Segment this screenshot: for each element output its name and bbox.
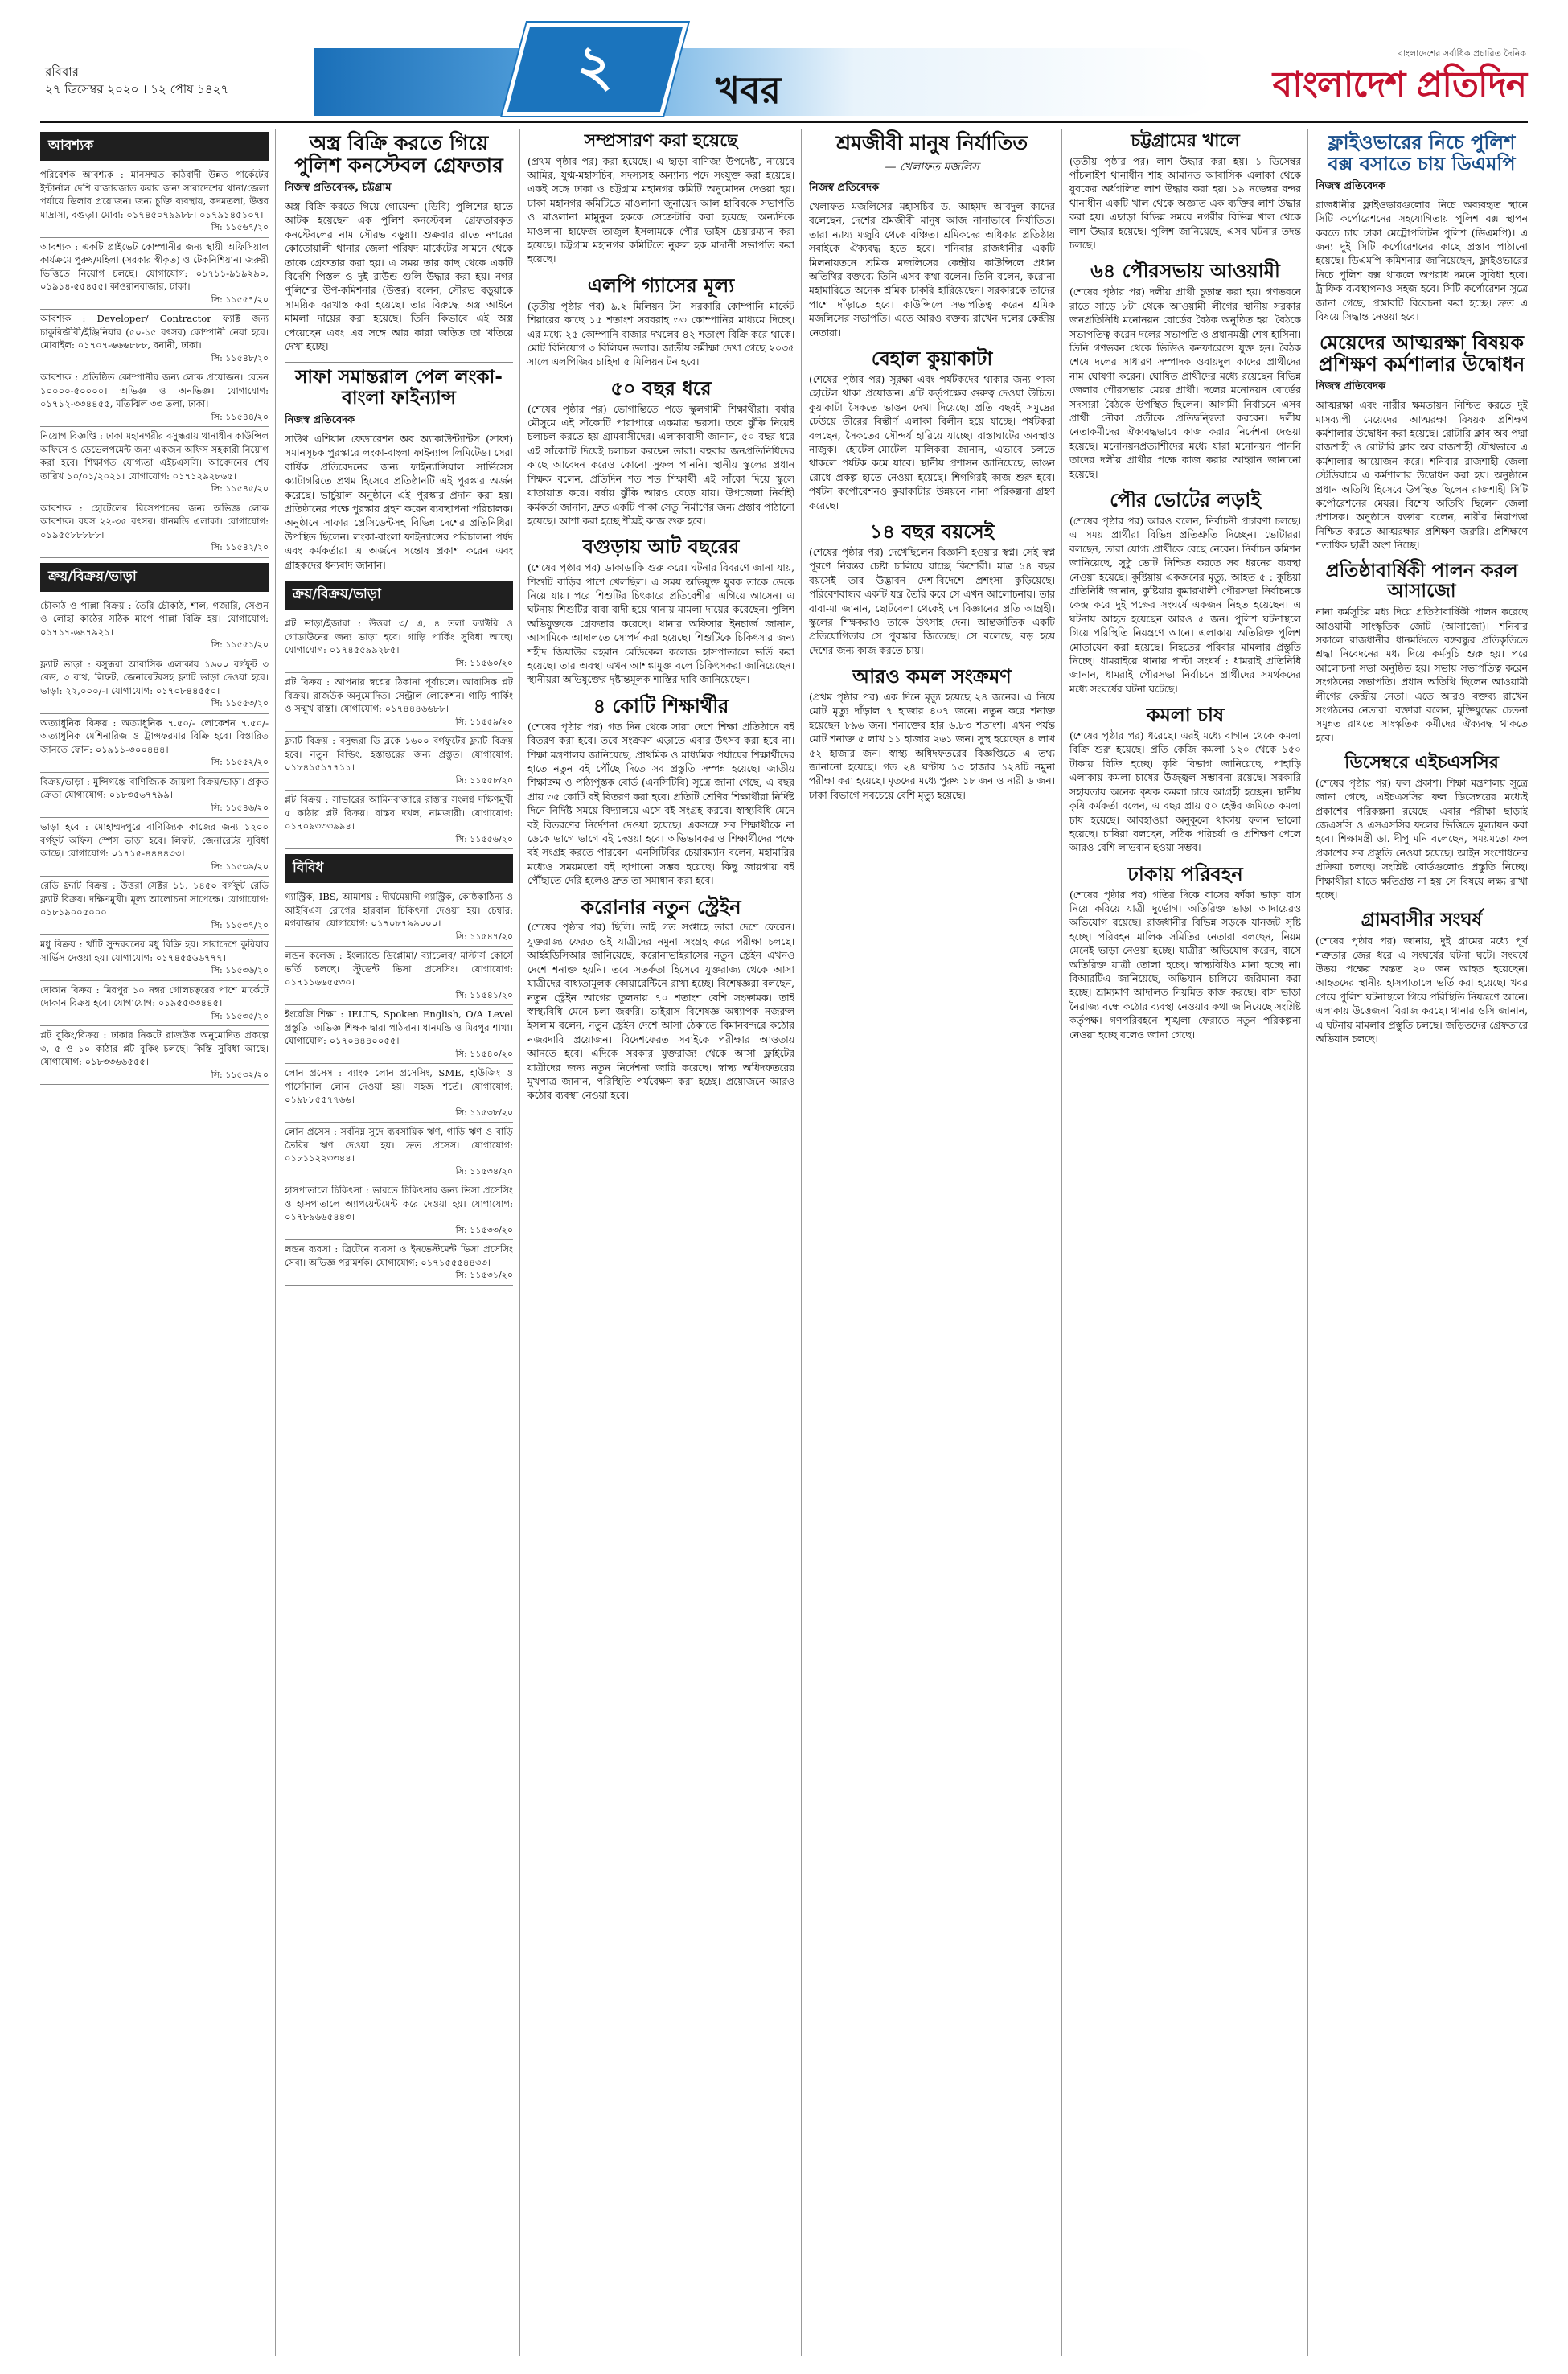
article-body: (শেষের পৃষ্ঠার পর) গত দিন থেকে সারা দেশে শিক্ষা প্রতিষ্ঠানে বই বিতরণ করা হবে। তবে সংক্রমণ এড়াতে এবার উৎসব করা হবে না। শিক্ষা মন্ত্রণালয় জানিয়েছে, প্রাথমিক ও মাধ্যমিক পর্যায়ের শিক্ষার্থীদের হাতে নতুন বই পৌঁছে দিতে সব প্রস্তুতি সম্পন্ন হয়েছে। জাতীয় শিক্ষাক্রম ও পাঠ্যপুস্তক বোর্ড (এনসিটিবি) সূত্রে জানা গেছে, এ বছর প্রায় ৩৫ কোটি বই বিতরণ করা হবে। প্রতিটি শ্রেণির শিক্ষার্থীরা নির্দিষ্ট দিনে নির্দিষ্ট সময়ে বিদ্যালয়ে এসে বই সংগ্রহ করবে। স্বাস্থ্যবিধি মেনে বই বিতরণের নির্দেশনা দেওয়া হয়েছে। একসঙ্গে সব শিক্ষার্থীকে না ডেকে ভাগে ভাগে বই দেওয়া হবে। অভিভাবকরাও শিক্ষার্থীদের পক্ষে বই সংগ্রহ করতে পারবেন। এনসিটিবির চেয়ারম্যান বলেন, মহামারির মধ্যেও সময়মতো বই ছাপানো সম্ভব হয়েছে। কিছু জায়গায় বই পৌঁছাতে দেরি হলেও দ্রুত তা সমাধান করা হবে। xyxy=(527,721,794,887)
classified-ad-code: সি: ১১৫৪৮/২০ xyxy=(211,352,269,363)
classified-ad xyxy=(285,947,513,1005)
classified-ad xyxy=(40,877,269,935)
classified-ad-text: আবশ্যক : Developer/ Contractor ফ্যাক্ট জন্য চাকুরিজীবী/ইঞ্জিনিয়ার (৫০-১৫ বৎসর) কোম্পানী নেয়া হবে। মোবাইল: ০১৭০৭-৬৬৬৮৮৮, বনানী, ঢাকা। xyxy=(40,313,269,351)
classified-ad-text: প্লট বিক্রয় : সাভারের আমিনবাজারে রাস্তার সংলগ্ন দক্ষিণমুখী ৫ কাঠার প্লট বিক্রয়। বাস্তব দখল, নামজারী। যোগাযোগ: ০১৭০৯৩৩৩৯৯৪। xyxy=(285,794,513,832)
article xyxy=(1316,910,1528,1046)
article-body: (প্রথম পৃষ্ঠার পর) এক দিনে মৃত্যু হয়েছে ২৪ জনের। এ নিয়ে মোট মৃত্যু দাঁড়াল ৭ হাজার ৪০৭ জনে। নতুন করে শনাক্ত হয়েছেন ৮৯৬ জন। শনাক্তের হার ৬.৮৩ শতাংশ। এখন পর্যন্ত মোট শনাক্ত ৫ লাখ ১১ হাজার ২৬১ জন। সুস্থ হয়েছেন ৪ লাখ ৫২ হাজার জন। স্বাস্থ্য অধিদফতরের বিজ্ঞপ্তিতে এ তথ্য জানানো হয়েছে। গত ২৪ ঘণ্টায় ১৩ হাজার ১২৪টি নমুনা পরীক্ষা করা হয়েছে। মৃতদের মধ্যে পুরুষ ১৮ জন ও নারী ৬ জন। ঢাকা বিভাগে সবচেয়ে বেশি মৃত্যু হয়েছে। xyxy=(809,692,1055,801)
article xyxy=(1316,332,1528,552)
article-headline: বেহাল কুয়াকাটা xyxy=(871,347,993,371)
article-headline: ৬৪ পৌরসভায় আওয়ামী xyxy=(1090,260,1280,283)
article-body: (শেষের পৃষ্ঠার পর) ছিলি। তাই গত সপ্তাহে তারা দেশে ফেরেন। যুক্তরাজ্য ফেরত ওই যাত্রীদের নমুনা সংগ্রহ করে পরীক্ষা চলছে। আইইডিসিআর জানিয়েছে, করোনাভাইরাসের নতুন স্ট্রেইন এখনও দেশে শনাক্ত হয়নি। তবে সতর্কতা হিসেবে যুক্তরাজ্য থেকে আসা যাত্রীদের বাধ্যতামূলক কোয়ারেন্টিনে রাখা হচ্ছে। বিশেষজ্ঞরা বলছেন, নতুন স্ট্রেইন আগের তুলনায় ৭০ শতাংশ বেশি সংক্রামক। তাই স্বাস্থ্যবিধি মেনে চলা জরুরি। ভাইরাস বিশেষজ্ঞ অধ্যাপক নজরুল ইসলাম বলেন, নতুন স্ট্রেইন দেশে আসা ঠেকাতে বিমানবন্দরে কঠোর নজরদারি প্রয়োজন। বিদেশফেরত সবাইকে পরীক্ষার আওতায় আনতে হবে। এদিকে সরকার যুক্তরাজ্য থেকে আসা ফ্লাইটের যাত্রীদের জন্য নতুন নির্দেশনা জারি করেছে। স্বাস্থ্য অধিদফতরের মুখপাত্র জানান, পরিস্থিতি পর্যবেক্ষণ করা হচ্ছে। প্রয়োজনে আরও কঠোর ব্যবস্থা নেওয়া হবে। xyxy=(527,922,794,1102)
classified-ad-text: আবশ্যক : প্রতিষ্ঠিত কোম্পানীর জন্য লোক প্রয়োজন। বেতন ১০০০০-৫০০০০। অভিজ্ঞ ও অনভিজ্ঞ। যোগাযোগ: ০১৭১২-৩৩৪৪৫৫, মতিঝিল ৩৩ তলা, ঢাকা। xyxy=(40,372,269,409)
divider xyxy=(285,362,513,363)
classified-heading: ক্রয়/বিক্রয়/ভাড়া xyxy=(40,563,269,592)
article-headline: বগুড়ায় আট বছরের xyxy=(582,536,740,559)
article xyxy=(1069,490,1301,696)
classified-ad xyxy=(285,1064,513,1123)
issue-date-text: ২৭ ডিসেম্বর ২০২০ । ১২ পৌষ ১৪২৭ xyxy=(45,82,229,97)
article xyxy=(527,275,794,370)
classified-ad-code: সি: ১১৫৬০/২০ xyxy=(455,657,513,668)
classified-ad-text: লন্ডন ব্যবসা : ব্রিটেনে ব্যবসা ও ইনভেস্টমেন্ট ভিসা প্রসেসিং সেবা। অভিজ্ঞ পরামর্শক। যোগাযোগ: ০১৭১৫৫৫৪৪৩৩। xyxy=(285,1243,513,1268)
classified-ad xyxy=(40,597,269,655)
classified-ad-code: সি: ১১৫৪০/২০ xyxy=(455,1048,513,1059)
classified-ad-text: প্লট বুকিং/বিক্রয় : ঢাকার নিকটে রাজউক অনুমোদিত প্রকল্পে ৩, ৫ ও ১০ কাঠার প্লট বুকিং চলছে। কিস্তি সুবিধা আছে। যোগাযোগ: ০১৮৩৩৬৬৫৫৫। xyxy=(40,1029,269,1067)
article-headline: ফ্লাইওভারের নিচে পুলিশ বক্স বসাতে চায় ডিএমপি xyxy=(1328,131,1516,175)
news-column-2 xyxy=(285,127,513,2355)
classified-ad-code: সি: ১১৫৩৩/২০ xyxy=(455,1224,513,1235)
classified-ad xyxy=(285,1123,513,1181)
article-headline: আরও কমল সংক্রমণ xyxy=(852,665,1012,688)
article-body: সাউথ এশিয়ান ফেডারেশন অব অ্যাকাউন্ট্যান্টস (সাফা) সমানসূচক পুরস্কারে লংকা-বাংলা ফাইন্যান্স লিমিটেড। সেরা বার্ষিক প্রতিবেদনের জন্য ফাইন্যান্সিয়াল সার্ভিসেস ক্যাটাগরিতে প্রথম হিসেবে প্রতিষ্ঠানটি এই পুরস্কার অর্জন করেছে। ভার্চুয়াল অনুষ্ঠানে এই পুরস্কার প্রদান করা হয়। প্রতিষ্ঠানের পক্ষে পুরস্কার গ্রহণ করেন ব্যবস্থাপনা পরিচালক। অনুষ্ঠানে সাফার প্রেসিডেন্টসহ বিভিন্ন দেশের প্রতিনিধিরা উপস্থিত ছিলেন। লংকা-বাংলা ফাইন্যান্সের পরিচালনা পর্ষদ এবং কর্মকর্তারা এ অর্জনে সন্তোষ প্রকাশ করেন এবং গ্রাহকদের ধন্যবাদ জানান। xyxy=(285,433,513,571)
classified-ad-text: নিয়োগ বিজ্ঞপ্তি : ঢাকা মহানগরীর বসুন্ধরায় থানাধীন কাউন্সিল অফিসে ও ডেভেলপমেন্ট জন্য একজন অফিস সহকারী নিয়োগ করা হবে। শিক্ষাগত যোগ্যতা এইচএসসি। আবেদনের শেষ তারিখ ১০/০১/২০২১। যোগাযোগ: ০১৭১২৯২৮৬৫। xyxy=(40,430,269,482)
classified-ad-text: প্লট ভাড়া/ইজারা : উত্তরা ৩/ এ, ৪ তলা ফ্যাক্টরি ও গোডাউনের জন্য ভাড়া হবে। গাড়ি পার্কিং সুবিধা আছে। যোগাযোগ: ০১৭৪৫৫৯৯২৮৫। xyxy=(285,618,513,656)
article xyxy=(1069,261,1301,482)
article-body: (শেষের পৃষ্ঠার পর) গতির দিকে বাসের ফাঁকা ভাড়া বাস নিয়ে করিয়ে যাত্রী দুর্ভোগ। অতিরিক্ত ভাড়া আদায়েরও অভিযোগ রয়েছে। রাজধানীর বিভিন্ন সড়কে যানজট সৃষ্টি হচ্ছে। পরিবহন মালিক সমিতির নেতারা বলছেন, নিয়ম মেনেই ভাড়া নেওয়া হচ্ছে। যাত্রীরা অভিযোগ করেন, বাসে অতিরিক্ত যাত্রী তোলা হচ্ছে। স্বাস্থ্যবিধিও মানা হচ্ছে না। বিআরটিএ জানিয়েছে, অভিযান চালিয়ে জরিমানা করা হচ্ছে। ভ্রাম্যমাণ আদালত নিয়মিত কাজ করছে। বাস ভাড়া নৈরাজ্য বন্ধে কঠোর ব্যবস্থা নেওয়ার কথা জানিয়েছে সংশ্লিষ্ট কর্তৃপক্ষ। গণপরিবহনে শৃঙ্খলা ফেরাতে নতুন পরিকল্পনা নেওয়া হচ্ছে বলেও জানা গেছে। xyxy=(1069,889,1301,1041)
article-body: (শেষের পৃষ্ঠার পর) ভোগান্তিতে পড়ে স্কুলগামী শিক্ষার্থীরা। বর্ষার মৌসুমে এই সাঁকোটি পারাপারে একমাত্র ভরসা। তবে ঝুঁকি নিয়েই চলাচল করতে হয় গ্রামবাসীদের। এলাকাবাসী জানান, ৫০ বছর ধরে এই সাঁকোটি দিয়েই চলাচল করছেন তারা। বহুবার জনপ্রতিনিধিদের কাছে আবেদন করেও কোনো সুফল পাননি। স্থানীয় স্কুলের প্রধান শিক্ষক বলেন, প্রতিদিন শত শত শিক্ষার্থী এই সাঁকো দিয়ে স্কুলে যাতায়াত করে। বর্ষায় ঝুঁকি আরও বেড়ে যায়। উপজেলা নির্বাহী কর্মকর্তা জানান, দ্রুত একটি পাকা সেতু নির্মাণের জন্য প্রস্তাব পাঠানো হয়েছে। আশা করা হচ্ছে শীঘ্রই কাজ শুরু হবে। xyxy=(527,403,794,527)
classified-ad-text: লোন প্রসেস : ব্যাংক লোন প্রসেসিং, SME, হাউজিং ও পার্সোনাল লোন দেওয়া হয়। সহজ শর্তে। যোগাযোগ: ০১৯৮৮৫৫৭৭৬৬। xyxy=(285,1067,513,1106)
article xyxy=(1316,754,1528,902)
article-headline: ডিসেম্বরে এইচএসসির xyxy=(1344,753,1499,774)
article-body: (শেষের পৃষ্ঠার পর) ফল প্রকাশ। শিক্ষা মন্ত্রণালয় সূত্রে জানা গেছে, এইচএসসির ফল ডিসেম্বরের মধ্যেই প্রকাশের পরিকল্পনা রয়েছে। এবার পরীক্ষা ছাড়াই জেএসসি ও এসএসসির ফলের ভিত্তিতে মূল্যায়ন করা হবে। শিক্ষামন্ত্রী ডা. দীপু মনি বলেছেন, সময়মতো ফল প্রকাশের সব প্রস্তুতি নেওয়া হয়েছে। আইন সংশোধনের প্রক্রিয়া চলছে। সংশ্লিষ্ট বোর্ডগুলোও প্রস্তুতি নিচ্ছে। শিক্ষার্থীরা যাতে ক্ষতিগ্রস্ত না হয় সে বিষয়ে লক্ষ্য রাখা হচ্ছে। xyxy=(1316,777,1528,902)
classified-column xyxy=(40,127,269,2355)
classified-ad xyxy=(40,368,269,427)
news-column-6 xyxy=(1316,127,1528,2355)
news-column-5 xyxy=(1069,127,1301,2355)
article-headline: শ্রমজীবী মানুষ নির্যাতিত xyxy=(835,131,1028,154)
classified-ad-text: রেডি ফ্ল্যাট বিক্রয় : উত্তরা সেক্টর ১১, ১৪৫০ বর্গফুট রেডি ফ্ল্যাট বিক্রয়। দক্ষিণমুখী। মূল্য আলোচনা সাপেক্ষে। যোগাযোগ: ০১৮১৯০০৫০০০। xyxy=(40,880,269,918)
article-headline: পৌর ভোটের লড়াই xyxy=(1110,489,1261,512)
article-headline: অস্ত্র বিক্রি করতে গিয়ে পুলিশ কনস্টেবল গ্রেফতার xyxy=(294,131,503,177)
article-headline: এলপি গ্যাসের মূল্য xyxy=(587,273,735,297)
classified-ad-text: ভাড়া হবে : মোহাম্মদপুরে বাণিজ্যিক কাজের জন্য ১২০০ বর্গফুট অফিস স্পেস ভাড়া হবে। লিফট, জেনারেটর সুবিধা আছে। যোগাযোগ: ০১৭১৫-৪৪৪৪৩৩। xyxy=(40,821,269,859)
article-headline: প্রতিষ্ঠাবার্ষিকী পালন করল আসাজো xyxy=(1325,560,1518,602)
classified-ad-code: সি: ১১৫৪৪/২০ xyxy=(211,411,269,422)
column-divider xyxy=(519,129,520,2356)
article-headline: করোনার নতুন স্ট্রেইন xyxy=(581,895,741,918)
article-body: (শেষের পৃষ্ঠার পর) আরও বলেন, নির্বাচনী প্রচারণা চলছে। এ সময় প্রার্থীরা বিভিন্ন প্রতিশ্রুতি দিচ্ছেন। ভোটাররা বলছেন, তারা যোগ্য প্রার্থীকে বেছে নেবেন। নির্বাচন কমিশন জানিয়েছে, সুষ্ঠু ভোট নিশ্চিত করতে সব ধরনের ব্যবস্থা নেওয়া হয়েছে। কুষ্টিয়ায় একজনের মৃত্যু, আহত ৫ : কুষ্টিয়া প্রতিনিধি জানান, কুষ্টিয়ার কুমারখালী পৌরসভা নির্বাচনকে কেন্দ্র করে দুই পক্ষের সংঘর্ষে একজন নিহত হয়েছেন। এ ঘটনায় আহত হয়েছেন আরও ৫ জন। পুলিশ ঘটনাস্থলে গিয়ে পরিস্থিতি নিয়ন্ত্রণে আনে। এলাকায় অতিরিক্ত পুলিশ মোতায়েন করা হয়েছে। নিহতের পরিবার মামলার প্রস্তুতি নিচ্ছে। ধামরাইয়ে থানায় পাল্টা সংঘর্ষ : ধামরাই প্রতিনিধি জানান, ধামরাই পৌরসভা নির্বাচনে প্রার্থীদের সমর্থকদের মধ্যে সংঘর্ষের ঘটনা ঘটেছে। xyxy=(1069,515,1301,695)
article-headline: কমলা চাষ xyxy=(1146,704,1225,727)
article xyxy=(1069,132,1301,253)
article-body: খেলাফত মজলিসের মহাসচিব ড. আহমদ আবদুল কাদের বলেছেন, দেশের শ্রমজীবী মানুষ আজ নানাভাবে নির্যাতিত। তারা ন্যায্য মজুরি থেকে বঞ্চিত। শ্রমিকদের অধিকার প্রতিষ্ঠায় সবাইকে ঐক্যবদ্ধ হতে হবে। শনিবার রাজধানীর একটি মিলনায়তনে শ্রমিক মজলিসের কেন্দ্রীয় কাউন্সিলে প্রধান অতিথির বক্তব্যে তিনি এসব কথা বলেন। তিনি বলেন, করোনা মহামারিতে অনেক শ্রমিক চাকরি হারিয়েছেন। সরকারকে তাদের পাশে দাঁড়াতে হবে। কাউন্সিলে সভাপতিত্ব করেন শ্রমিক মজলিসের সভাপতি। এতে আরও বক্তব্য রাখেন দলের কেন্দ্রীয় নেতারা। xyxy=(809,201,1055,339)
column-divider xyxy=(1307,129,1308,2356)
article xyxy=(527,897,794,1103)
classified-ad-code: সি: ১১৫৫৬/২০ xyxy=(455,833,513,844)
classified-ad xyxy=(40,773,269,819)
classified-ad-text: প্লট বিক্রয় : আপনার স্বপ্নের ঠিকানা পূর্বাচলে। আবাসিক প্লট বিক্রয়। রাজউক অনুমোদিত। সেন্ট্রাল লোকেশন। গাড়ি পার্কিং ও সম্মুখ রাস্তা। যোগাযোগ: ০১৭৪৪৪৬৬৮৮। xyxy=(285,676,513,715)
classified-ad xyxy=(40,1026,269,1085)
classified-ad-text: ফ্ল্যাট ভাড়া : বসুন্ধরা আবাসিক এলাকায় ১৬০০ বর্গফুট ৩ বেড, ৩ বাথ, লিফট, জেনারেটরসহ ফ্ল্যাট ভাড়া দেওয়া হবে। ভাড়া: ২২,০০০/-। যোগাযোগ: ০১৭০৮৪৪৫৫০। xyxy=(40,658,269,696)
classified-ad xyxy=(285,888,513,947)
article xyxy=(1069,704,1301,856)
article-body: (শেষের পৃষ্ঠার পর) জানায়, দুই গ্রামের মধ্যে পূর্ব শত্রুতার জের ধরে এ সংঘর্ষের ঘটনা ঘটে। সংঘর্ষে উভয় পক্ষের অন্তত ২০ জন আহত হয়েছেন। আহতদের স্থানীয় হাসপাতালে ভর্তি করা হয়েছে। খবর পেয়ে পুলিশ ঘটনাস্থলে গিয়ে পরিস্থিতি নিয়ন্ত্রণে আনে। এলাকায় উত্তেজনা বিরাজ করছে। থানার ওসি জানান, এ ঘটনায় মামলার প্রস্তুতি চলছে। জড়িতদের গ্রেফতারে অভিযান চলছে। xyxy=(1316,935,1528,1045)
article xyxy=(809,666,1055,803)
classified-ad xyxy=(285,1181,513,1240)
article-headline: গ্রামবাসীর সংঘর্ষ xyxy=(1361,910,1483,931)
article-headline: চট্টগ্রামের খালে xyxy=(1131,131,1240,151)
logo-tagline: বাংলাদেশের সর্বাধিক প্রচারিত দৈনিক xyxy=(1398,48,1526,59)
article-body: আত্মরক্ষা এবং নারীর ক্ষমতায়ন নিশ্চিত করতে দুই মাসব্যাপী মেয়েদের আত্মরক্ষা বিষয়ক প্রশিক্ষণ কর্মশালার উদ্বোধন করা হয়েছে। রোটারি ক্লাব অব পদ্মা রাজশাহী ও রোটারি ক্লাব অব রাজশাহী যৌথভাবে এ কর্মশালার আয়োজন করে। শনিবার রাজশাহী জেলা স্টেডিয়ামে এ কর্মশালার উদ্বোধন করা হয়। অনুষ্ঠানে প্রধান অতিথি হিসেবে উপস্থিত ছিলেন রাজশাহী সিটি কর্পোরেশনের মেয়র। বিশেষ অতিথি ছিলেন জেলা প্রশাসক। অনুষ্ঠানে বক্তারা বলেন, নারীর নিরাপত্তা নিশ্চিত করতে আত্মরক্ষার প্রশিক্ষণ জরুরি। প্রশিক্ষণে শতাধিক ছাত্রী অংশ নিচ্ছে। xyxy=(1316,400,1528,552)
article-body: (শেষের পৃষ্ঠার পর) সুরক্ষা এবং পর্যটকদের থাকার জন্য পাকা হোটেল থাকা প্রয়োজন। এটি কর্তৃপক্ষের গুরুত্ব দেওয়া উচিত। কুয়াকাটা সৈকতে ভাঙন দেখা দিয়েছে। প্রতি বছরই সমুদ্রের ঢেউয়ে তীরের বিস্তীর্ণ এলাকা বিলীন হয়ে যাচ্ছে। পর্যটকরা বলছেন, সৈকতের সৌন্দর্য হারিয়ে যাচ্ছে। রাস্তাঘাটের অবস্থাও নাজুক। হোটেল-মোটেল মালিকরা জানান, এভাবে চলতে থাকলে পর্যটক কমে যাবে। স্থানীয় প্রশাসন জানিয়েছে, ভাঙন রোধে প্রকল্প হাতে নেওয়া হয়েছে। শিগগিরই কাজ শুরু হবে। পর্যটন কর্পোরেশনও কুয়াকাটার উন্নয়নে নানা পরিকল্পনা গ্রহণ করেছে। xyxy=(809,373,1055,511)
classified-ad-text: আবশ্যক : একটি প্রাইভেট কোম্পানীর জন্য স্থায়ী অফিসিয়াল কার্যক্রমে পুরুষ/মহিলা (সরকার স্বীকৃত) ও টেকনিশিয়ান। জরুরী ভিত্তিতে নিয়োগ চলছে। যোগাযোগ: ০১৭১১-৯১৯২৯০, ০১৯১৪-৫৫৪৫৫। কাওরানবাজার, ঢাকা। xyxy=(40,240,269,292)
classified-ad-code: সি: ১১৫৩৯/২০ xyxy=(211,860,269,872)
classified-ad-code: সি: ১১৫৪১/২০ xyxy=(455,989,513,1000)
news-column-4 xyxy=(809,127,1055,2355)
column-divider xyxy=(1061,129,1062,2356)
article xyxy=(809,348,1055,513)
classified-ad-text: আবশ্যক : হোটেলের রিসেপশনের জন্য অভিজ্ঞ লোক আবশ্যক। বয়স ২২-৩৫ বৎসর। ধানমন্ডি এলাকা। যোগাযোগ: ০১৯৫৫৮৮৮৮৮। xyxy=(40,502,269,540)
classified-ad-code: সি: ১১৫৩১/২০ xyxy=(455,1270,513,1281)
issue-date xyxy=(45,63,228,98)
article-byline: নিজস্ব প্রতিবেদক xyxy=(809,182,880,194)
classified-ad-text: মধু বিক্রয় : খাঁটি সুন্দরবনের মধু বিক্রি হয়। সারাদেশে কুরিয়ার সার্ভিস দেওয়া হয়। যোগাযোগ: ০১৭৪৫৫৬৬৭৭৭। xyxy=(40,939,269,963)
classified-ad xyxy=(40,818,269,877)
article-headline: ৫০ বছর ধরে xyxy=(610,376,712,400)
article-subline: — খেলাফত মজলিস xyxy=(885,161,979,174)
masthead xyxy=(0,0,1568,121)
article xyxy=(527,536,794,688)
classified-ad xyxy=(285,732,513,791)
classified-ad xyxy=(40,427,269,499)
classified-list xyxy=(40,597,269,1086)
classified-ad xyxy=(285,791,513,849)
newspaper-logo xyxy=(1237,47,1526,114)
classified-ad-code: সি: ১১৫৩৬/২০ xyxy=(211,965,269,975)
classified-ad-code: সি: ১১৫৩২/২০ xyxy=(211,1069,269,1080)
article xyxy=(809,132,1055,340)
article-byline: নিজস্ব প্রতিবেদক xyxy=(285,413,355,426)
article-body: রাজধানীর ফ্লাইওভারগুলোর নিচে অব্যবহৃত স্থানে সিটি কর্পোরেশনের সহযোগিতায় পুলিশ বক্স স্থাপন করতে চায় ঢাকা মেট্রোপলিটন পুলিশ (ডিএমপি)। এ জন্য দুই সিটি কর্পোরেশনের কাছে প্রস্তাব পাঠানো হয়েছে। ডিএমপি কমিশনার জানিয়েছেন, ফ্লাইওভারের নিচে পুলিশ বক্স থাকলে অপরাধ দমনে সুবিধা হবে। ট্রাফিক ব্যবস্থাপনাও সহজ হবে। সিটি কর্পোরেশন সূত্রে জানা গেছে, প্রস্তাবটি বিবেচনা করা হচ্ছে। দ্রুত এ বিষয়ে সিদ্ধান্ত নেওয়া হবে। xyxy=(1316,199,1528,322)
article-byline: নিজস্ব প্রতিবেদক, চট্টগ্রাম xyxy=(285,182,392,194)
classified-heading: বিবিধ xyxy=(285,854,513,883)
classified-ad-code: সি: ১১৫৪৫/২০ xyxy=(211,483,269,494)
article xyxy=(1316,561,1528,746)
logo-name: বাংলাদেশ প্রতিদিন xyxy=(1272,64,1526,105)
classified-ad xyxy=(40,655,269,714)
classified-ad xyxy=(40,981,269,1027)
column-divider xyxy=(801,129,802,2356)
classified-ad-code: সি: ১১৫৩৪/২০ xyxy=(455,1165,513,1177)
article-body: (শেষের পৃষ্ঠার পর) ডাকাডাকি শুরু করে। ঘটনার বিবরণে জানা যায়, শিশুটি বাড়ির পাশে খেলছিল। এ সময় অভিযুক্ত যুবক তাকে ডেকে নিয়ে যায়। পরে শিশুটির চিৎকারে প্রতিবেশীরা এগিয়ে আসেন। এ ঘটনায় শিশুটির বাবা বাদী হয়ে থানায় মামলা দায়ের করেছেন। পুলিশ অভিযুক্তকে গ্রেফতার করেছে। থানার অফিসার ইনচার্জ জানান, আসামিকে আদালতে সোপর্দ করা হয়েছে। শিশুটিকে চিকিৎসার জন্য শহীদ জিয়াউর রহমান মেডিকেল কলেজ হাসপাতালে ভর্তি করা হয়েছে। তার অবস্থা এখন আশঙ্কামুক্ত বলে চিকিৎসকরা জানিয়েছেন। স্থানীয়রা অভিযুক্তের দৃষ্টান্তমূলক শাস্তির দাবি জানিয়েছেন। xyxy=(527,562,794,686)
article xyxy=(1316,132,1528,324)
classified-ad xyxy=(40,714,269,773)
classified-ad xyxy=(40,166,269,238)
article xyxy=(285,368,513,573)
article-headline: ঢাকায় পরিবহন xyxy=(1127,862,1243,885)
article-headline: সাফা সমান্তরাল পেল লংকা-বাংলা ফাইন্যান্স xyxy=(295,367,503,409)
article-body: অস্ত্র বিক্রি করতে গিয়ে গোয়েন্দা (ডিবি) পুলিশের হাতে আটক হয়েছেন এক পুলিশ কনস্টেবল। গ্রেফতারকৃত কনস্টেবলের নাম সৌরভ বড়ুয়া। শুক্রবার রাতে নগরের কোতোয়ালী থানার জেলা পরিষদ মার্কেটের সামনে থেকে তাকে গ্রেফতার করা হয়। এ সময় তার কাছ থেকে একটি বিদেশি পিস্তল ও দুই রাউন্ড গুলি উদ্ধার করা হয়। নগর পুলিশের উপ-কমিশনার (উত্তর) বলেন, সৌরভ বড়ুয়াকে সাময়িক বরখাস্ত করা হয়েছে। তার বিরুদ্ধে অস্ত্র আইনে মামলা দায়ের করা হয়েছে। তিনি কিভাবে এই অস্ত্র পেয়েছেন এবং এর সঙ্গে আর কারা জড়িত তা খতিয়ে দেখা হচ্ছে। xyxy=(285,201,513,353)
classified-ad-text: পরিবেশক আবশ্যক : মানসম্মত কাঠবাদী উন্নত পার্কেটের ইন্টার্নাল দেশি রাজারজাত করার জন্য সারাদেশের থানা/জেলা পর্যায়ে ডিলার প্রয়োজন। জন্য চুক্তি ব্যবস্থায়, কদমতলা, উত্তর মাদ্রাসা, বগুড়া। মোবা: ০১৭৪৫০৭৯৯৮৮। ০১৭৯১৪৫১০৭। xyxy=(40,169,269,220)
article-body: (শেষের পৃষ্ঠার পর) দলীয় প্রার্থী চূড়ান্ত করা হয়। গণভবনে রাতে সাড়ে ৮টা থেকে আওয়ামী লীগের স্থানীয় সরকার জনপ্রতিনিধি মনোনয়ন বোর্ডের বৈঠক অনুষ্ঠিত হয়। বৈঠকে সভাপতিত্ব করেন দলের সভাপতি ও প্রধানমন্ত্রী শেখ হাসিনা। তিনি গণভবন থেকে ভিডিও কনফারেন্সে যুক্ত হন। বৈঠক শেষে দলের সাধারণ সম্পাদক ওবায়দুল কাদের প্রার্থীদের নাম ঘোষণা করেন। ঘোষিত প্রার্থীদের মধ্যে রয়েছেন বিভিন্ন জেলার পৌরসভার মেয়র প্রার্থী। দলের মনোনয়ন বোর্ডের সদস্যরা বৈঠকে উপস্থিত ছিলেন। আগামী নির্বাচনে এসব প্রার্থী নৌকা প্রতীকে প্রতিদ্বন্দ্বিতা করবেন। দলীয় নেতাকর্মীদের ঐক্যবদ্ধভাবে কাজ করার নির্দেশনা দেওয়া হয়েছে। মনোনয়নপ্রত্যাশীদের মধ্যে যারা মনোনয়ন পাননি তাদের দলীয় প্রার্থীর পক্ষে কাজ করার আহ্বান জানানো হয়েছে। xyxy=(1069,286,1301,480)
page-number: ২ xyxy=(577,32,614,99)
article xyxy=(527,132,794,267)
classified-heading: আবশ্যক xyxy=(40,132,269,161)
classified-ad-text: ইংরেজি শিক্ষা : IELTS, Spoken English, O/A Level প্রস্তুতি। অভিজ্ঞ শিক্ষক দ্বারা পাঠদান। ধানমন্ডি ও মিরপুর শাখা। যোগাযোগ: ০১৭০৪৪৪০০৫৫। xyxy=(285,1008,513,1047)
classified-ad-code: সি: ১১৫৫১/২০ xyxy=(211,639,269,650)
classified-ad-code: সি: ১১৫৫৭/২০ xyxy=(211,294,269,305)
page-number-badge xyxy=(502,23,688,116)
classified-ad xyxy=(40,935,269,981)
classified-ad-text: দোকান বিক্রয় : মিরপুর ১০ নম্বর গোলচত্বরের পাশে মার্কেটে দোকান বিক্রয় হবে। যোগাযোগ: ০১৯৫৫৩৩৪৪৫। xyxy=(40,984,269,1008)
classified-ad-code: সি: ১১৫৪৬/২০ xyxy=(211,802,269,813)
news-column-3 xyxy=(527,127,794,2355)
classified-ad-text: চৌকাঠ ও পাল্লা বিক্রয় : তৈরি চৌকাঠ, শাল, গজারি, সেগুন ও লোহা কাঠের সঠিক মাপে পাল্লা বিক্রি হয়। যোগাযোগ: ০১৭১৭-৬৪৭৯২১। xyxy=(40,599,269,638)
classified-ad xyxy=(40,310,269,368)
masthead-rule xyxy=(40,121,1528,123)
classified-ad xyxy=(285,614,513,673)
article-byline: নিজস্ব প্রতিবেদক xyxy=(1316,380,1386,393)
article-body: (শেষের পৃষ্ঠার পর) ধরেছে। এরই মধ্যে বাগান থেকে কমলা বিক্রি শুরু হয়েছে। প্রতি কেজি কমলা ১২০ থেকে ১৫০ টাকায় বিক্রি হচ্ছে। কৃষি বিভাগ জানিয়েছে, পাহাড়ি এলাকায় কমলা চাষের উজ্জ্বল সম্ভাবনা রয়েছে। সরকারি সহায়তায় অনেক কৃষক কমলা চাষে আগ্রহী হচ্ছেন। স্থানীয় কৃষি কর্মকর্তা বলেন, এ বছর প্রায় ৫০ হেক্টর জমিতে কমলা চাষ হয়েছে। আবহাওয়া অনুকূলে থাকায় ফলন ভালো হয়েছে। চাষিরা বলছেন, সঠিক পরিচর্যা ও প্রশিক্ষণ পেলে আরও বেশি লাভবান হওয়া সম্ভব। xyxy=(1069,730,1301,854)
article-body: (তৃতীয় পৃষ্ঠার পর) ৯.২ মিলিয়ন টন। সরকারি কোম্পানি মার্কেট শিয়ারের কাছে ১৫ শতাংশ সরবরাহ ৩৩ কোম্পানির মাধ্যমে দিচ্ছে। এর মধ্যে ২৫ কোম্পানি বাজার দখলের ৪২ শতাংশ বিক্রি করে থাকে। মোট বিনিয়োগ ৩ বিলিয়ন ডলার। জাতীয় সমীক্ষা দেখা গেছে ২০৩৫ সালে এলপিজির চাহিদা ৫ মিলিয়ন টন হবে। xyxy=(527,300,794,368)
classified-ad-code: সি: ১১৫৩৭/২০ xyxy=(211,919,269,930)
article-headline: ১৪ বছর বয়সেই xyxy=(869,520,995,543)
article xyxy=(809,521,1055,658)
article-body: (প্রথম পৃষ্ঠার পর) করা হয়েছে। এ ছাড়া বাণিজ্য উপদেষ্টা, নায়েবে আমির, যুগ্ম-মহাসচিব, সদস্যসহ অন্যান্য পদে সংযুক্ত করা হয়েছে। একই সঙ্গে ঢাকা ও চট্টগ্রাম মহানগর কমিটি অনুমোদন দেওয়া হয়। ঢাকা মহানগর কমিটিতে মাওলানা জুনায়েদ আল হাবিবকে সভাপতি ও মাওলানা মামুনুল হককে সেক্রেটারি করা হয়েছে। অন্যদিকে মাওলানা হাফেজ তাজুল ইসলামকে পৌর ভাইস চেয়ারম্যান করা হয়েছে। চট্টগ্রাম মহানগর কমিটিতে নুরুল হক মাদানী সভাপতি করা হয়েছে। xyxy=(527,155,794,265)
classified-ad-code: সি: ১১৫৩৮/২০ xyxy=(455,1107,513,1118)
article-byline: নিজস্ব প্রতিবেদক xyxy=(1316,179,1386,192)
article-headline: ৪ কোটি শিক্ষার্থীর xyxy=(593,694,729,717)
classified-ad xyxy=(285,1240,513,1286)
classified-ad-text: বিক্রয়/ভাড়া : মুন্সিগঞ্জে বাণিজ্যিক জায়গা বিক্রয়/ভাড়া। প্রকৃত ক্রেতা যোগাযোগ: ০১৮৩৫৬৭৭৯৯। xyxy=(40,775,269,800)
classified-list xyxy=(40,166,269,558)
section-title: খবর xyxy=(716,68,782,112)
classified-ad-text: গ্যাস্ট্রিক, IBS, আমাশয় : দীর্ঘমেয়াদী গ্যাস্ট্রিক, কোষ্ঠকাঠিন্য ও আইবিএস রোগের হারবাল চিকিৎসা দেওয়া হয়। চেম্বার: মগবাজার। যোগাযোগ: ০১৭০৮৭৯৯০০০। xyxy=(285,891,513,930)
column-divider xyxy=(275,129,276,2356)
article-body: (তৃতীয় পৃষ্ঠার পর) লাশ উদ্ধার করা হয়। ১ ডিসেম্বর পাঁচলাইশ থানাধীন শাহ আমানত আবাসিক এলাকা থেকে যুবকের অর্ধগলিত লাশ উদ্ধার করা হয়। ১৯ নভেম্বর বন্দর থানাধীন একটি খাল থেকে অজ্ঞাত এক ব্যক্তির লাশ উদ্ধার করা হয়। এছাড়া বিভিন্ন সময়ে নগরীর বিভিন্ন খাল থেকে লাশ উদ্ধার হয়েছে। পুলিশ জানিয়েছে, এসব ঘটনার তদন্ত চলছে। xyxy=(1069,155,1301,252)
classified-ad-code: সি: ১১৫৬৭/২০ xyxy=(211,222,269,232)
classified-ad-text: লোন প্রসেস : সর্বনিম্ন সুদে ব্যবসায়িক ঋণ, গাড়ি ঋণ ও বাড়ি তৈরির ঋণ দেওয়া হয়। দ্রুত প্রসেস। যোগাযোগ: ০১৮১১২২৩৩৪৪। xyxy=(285,1126,513,1164)
classified-ad-code: সি: ১১৫৪২/২০ xyxy=(211,542,269,552)
classified-ad-code: সি: ১১৫৫৮/২০ xyxy=(455,774,513,786)
classified-list xyxy=(285,888,513,1286)
classified-list xyxy=(285,614,513,849)
issue-day: রবিবার xyxy=(45,64,79,79)
classified-ad-code: সি: ১১৫৫৯/২০ xyxy=(455,716,513,727)
classified-ad-text: হাসপাতালে চিকিৎসা : ভারতে চিকিৎসার জন্য ভিসা প্রসেসিং ও হাসপাতালে অ্যাপয়েন্টমেন্ট করে দেওয়া হয়। যোগাযোগ: ০১৭৮৯৬৬৫৪৪৩। xyxy=(285,1185,513,1223)
article xyxy=(527,378,794,529)
classified-ad-text: ফ্ল্যাট বিক্রয় : বসুন্ধরা ডি ব্লকে ১৬০০ বর্গফুটের ফ্ল্যাট বিক্রয় হবে। নতুন বিল্ডিং, হস্তান্তরের জন্য প্রস্তুত। যোগাযোগ: ০১৮৪১৫১৭৭১১। xyxy=(285,735,513,774)
article xyxy=(1069,864,1301,1042)
article-headline: মেয়েদের আত্মরক্ষা বিষয়ক প্রশিক্ষণ কর্মশালার উদ্বোধন xyxy=(1318,331,1525,376)
article-body: (শেষের পৃষ্ঠার পর) দেখেছিলেন বিজ্ঞানী হওয়ার স্বপ্ন। সেই স্বপ্ন পূরণে নিরন্তর চেষ্টা চালিয়ে যাচ্ছে কিশোরী। মাত্র ১৪ বছর বয়সেই তার উদ্ভাবন দেশ-বিদেশে প্রশংসা কুড়িয়েছে। পরিবেশবান্ধব একটি যন্ত্র তৈরি করে সে এখন আলোচনায়। তার বাবা-মা জানান, ছোটবেলা থেকেই সে বিজ্ঞানের প্রতি আগ্রহী। স্কুলের শিক্ষকরাও তাকে উৎসাহ দেন। আন্তর্জাতিক একটি প্রতিযোগিতায় সে পুরস্কার জিতেছে। সে বলেছে, বড় হয়ে দেশের জন্য কাজ করতে চায়। xyxy=(809,546,1055,656)
article-headline: সম্প্রসারণ করা হয়েছে xyxy=(584,131,738,151)
classified-ad-code: সি: ১১৫৪৭/২০ xyxy=(455,930,513,942)
classified-ad-code: সি: ১১৫৫৩/২০ xyxy=(211,698,269,709)
classified-ad-text: অত্যাধুনিক বিক্রয় : অত্যাধুনিক ৭.৫০/- লোকেশন ৭.৫০/- অত্যাধুনিক মেশিনারিজ ও ট্রান্সফরমার বিক্রি হবে। বিস্তারিত জানতে ফোন: ০১৯১১-৩০০৪৪৪। xyxy=(40,717,269,755)
classified-ad xyxy=(40,499,269,558)
classified-ad-code: সি: ১১৫৩৫/২০ xyxy=(211,1010,269,1021)
classified-ad xyxy=(40,238,269,310)
classified-ad-code: সি: ১১৫৫২/২০ xyxy=(211,757,269,767)
article xyxy=(527,696,794,889)
classified-ad-text: লন্ডন কলেজ : ইংল্যান্ডে ডিপ্লোমা/ ব্যাচেলর/ মাস্টার্স কোর্সে ভর্তি চলছে। স্টুডেন্ট ভিসা প্রসেসিং। যোগাযোগ: ০১৭১১৬৬৫৫৩০। xyxy=(285,950,513,988)
classified-ad xyxy=(285,673,513,732)
article xyxy=(285,132,513,354)
classified-heading: ক্রয়/বিক্রয়/ভাড়া xyxy=(285,581,513,610)
article-body: নানা কর্মসূচির মধ্য দিয়ে প্রতিষ্ঠাবার্ষিকী পালন করেছে আওয়ামী সাংস্কৃতিক জোট (আসাজো)। শনিবার সকালে রাজধানীর ধানমন্ডিতে বঙ্গবন্ধুর প্রতিকৃতিতে শ্রদ্ধা নিবেদনের মধ্য দিয়ে কর্মসূচি শুরু হয়। পরে আলোচনা সভা অনুষ্ঠিত হয়। সভায় সভাপতিত্ব করেন সংগঠনের সভাপতি। প্রধান অতিথি ছিলেন আওয়ামী লীগের কেন্দ্রীয় নেতা। এতে আরও বক্তব্য রাখেন সংগঠনের নেতারা। বক্তারা বলেন, মুক্তিযুদ্ধের চেতনা সমুন্নত রাখতে সাংস্কৃতিক কর্মীদের ঐক্যবদ্ধ থাকতে হবে। xyxy=(1316,606,1528,744)
classified-ad xyxy=(285,1005,513,1064)
